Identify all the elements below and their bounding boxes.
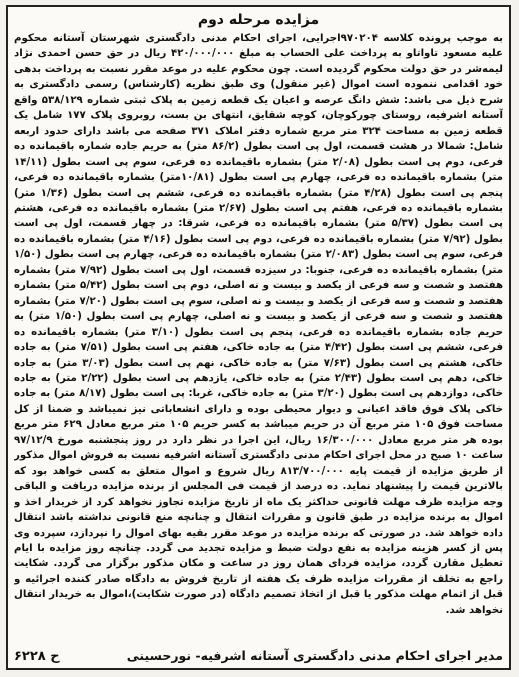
notice-body: به موجب پرونده کلاسه ۹۷۰۲۰۴اجرایی، اجرای احکام مدنی دادگستری شهرستان آستانه محکوم علیه مسعود تاواتاو به پرداخت علی الحساب به مبلغ ۴۲۰/۰۰۰/۰۰۰ ریال در حق حسن احمدی نژاد لیمه‌شر در حق دولت محکوم گردیده است. چون محکوم علیه در موعد مقرر نسبت به پرداخت بدهی خود اقدامی ننموده است اموال (غیر منقول) وی طبق نظریه (کارشناس) رسمی دادگستری به شرح ذیل می باشد: شش دانگ عرصه و اعیان یک قطعه زمین به پلاک ثبتی شماره ۵۳۸/۱۲۹ واقع آستانه اشرفیه، روستای چورکوچان، کوچه شقایق، انتهای بن بست، روبروی پلاک ۱۷۷ شامل یک قطعه زمین به مساحت ۳۲۴ متر مربع شماره دفتر املاک ۳۷۱ صفحه می باشد دارای حدود اربعه شامل: شمالا در هشت قسمت، اول پی است بطول (۸۶/۲ متر) به حریم جاده شماره باقیمانده ده فرعی، دوم پی است بطول (۲/۰۸ متر) بشماره باقیمانده ده فرعی، سوم پی است بطول (۱۴/۱۱ متر) بشماره باقیمانده ده فرعی، چهارم پی است بطول (۱۰/۸۱متر) بشماره باقیمانده ده فرعی، پنجم پی است بطول (۴/۲۸ متر) بشماره باقیمانده ده فرعی، ششم پی است بطول (۱/۳۶ متر) بشماره باقیمانده ده فرعی، هفتم پی است بطول (۲/۶۷ متر) بشماره باقیمانده ده فرعی، هشتم پی است بطول (۵/۳۷ متر) بشماره باقیمانده ده فرعی، شرقا: در چهار قسمت، اول پی است بطول (۷/۹۲ متر) بشماره باقیمانده ده فرعی، دوم پی است بطول (۴/۱۶ متر) بشماره باقیمانده ده فرعی، سوم پی است بطول (۲/۰۸۳ متر) بشماره باقیمانده ده فرعی، چهارم پی است بطول (۱/۵۰ متر) بشماره باقیمانده ده فرعی، جنوبا: در سیزده قسمت، اول پی است بطول (۷/۹۲ متر) بشماره هفتصد و شصت و سه فرعی از یکصد و بیست و نه اصلی، دوم پی است بطول (۵/۴۲ متر) بشماره هفتصد و شصت و سه فرعی از یکصد و بیست و نه اصلی، سوم پی است بطول (۷/۲۰ متر) بشماره هفتصد و شصت و سه فرعی از یکصد و بیست و نه اصلی، چهارم پی است بطول (۱/۵۰ متر) به حریم جاده بشماره باقیمانده ده فرعی، پنجم پی است بطول (۳/۱۰ متر) بشماره باقیمانده ده فرعی، ششم پی است بطول (۴/۴۲ متر) به جاده خاکی، هفتم پی است بطول (۷/۵۱ متر) به جاده خاکی، هشتم پی است بطول (۷/۶۳ متر) به جاده خاکی، نهم پی است بطول (۳/۰۳ متر) به جاده خاکی، دهم پی است بطول (۲/۴۳ متر) به جاده خاکی، یازدهم پی است بطول (۲/۲۲ متر) به جاده خاکی، دوازدهم پی است بطول (۳/۲۰ متر) به جاده خاکی، غربا: پی است بطول (۸/۱۷ متر) به جاده خاکی پلاک فوق فاقد اعیانی و دیوار محیطی بوده و دارای انشعاباتی نیز نمیباشد و ضمنا از کل مساحت فوق ۱۰۵ متر مربع آن در حریم میباشد به کسر حریم ۱۰۵ متر مربع معادل ۶۲۹ متر مربع بوده هر متر مربع معادل ۱۶/۳۰۰/۰۰۰ ریال، این اجرا در نظر دارد در روز پنجشنبه مورخ ۹۷/۱۲/۹ ساعت ۱۰ صبح در محل اجرای احکام مدنی دادگستری آستانه اشرفیه نسبت به فروش اموال مذکور از طریق مزایده از قیمت پایه ۸۱۳/۷۰۰/۰۰۰ ریال شروع و اموال متعلق به کسی خواهد بود که بالاترین قیمت را پیشنهاد نماید. ده درصد از قیمت فی المجلس از برنده مزایده دریافت و الباقی وجه مزایده ظرف مهلت قانونی حداکثر یک ماه از تاریخ مزایده تجاوز نخواهد کرد از خریدار اخذ و اموال به برنده مزایده در طبق قانون و مقررات انتقال و چنانچه منع قانونی نداشته باشد انتقال داده خواهد شد. در صورتی که برنده مزایده در موعد مقرر بقیه بهای اموال را نپردازد، سپرده وی پس از کسر هزینه مزایده به نفع دولت ضبط و مزایده تجدید می گردد. چنانچه روز مزایده با ایام تعطیل مقارن گردد، مزایده فردای همان روز در ساعت و مکان مذکور برگزار می گردد. شکایت راجع به تخلف از مقررات مزایده ظرف یک هفته از تاریخ فروش به دادگاه صادر کننده اجرائیه و قبل از اتمام مهلت مذکور یا قبل از اتخاذ تصمیم دادگاه (در صورت شکایت)،اموال به خریدار انتقال نخواهد شد. bbox=[14, 33, 503, 616]
notice-code: ح ۶۲۲۸ bbox=[14, 649, 60, 664]
notice-title: مزایده مرحله دوم bbox=[197, 12, 320, 28]
signature-line: مدیر اجرای احکام مدنی دادگستری آستانه اشرفیه- نورحسینی bbox=[126, 648, 503, 663]
auction-notice bbox=[6, 5, 511, 670]
notice-footer bbox=[14, 648, 503, 664]
